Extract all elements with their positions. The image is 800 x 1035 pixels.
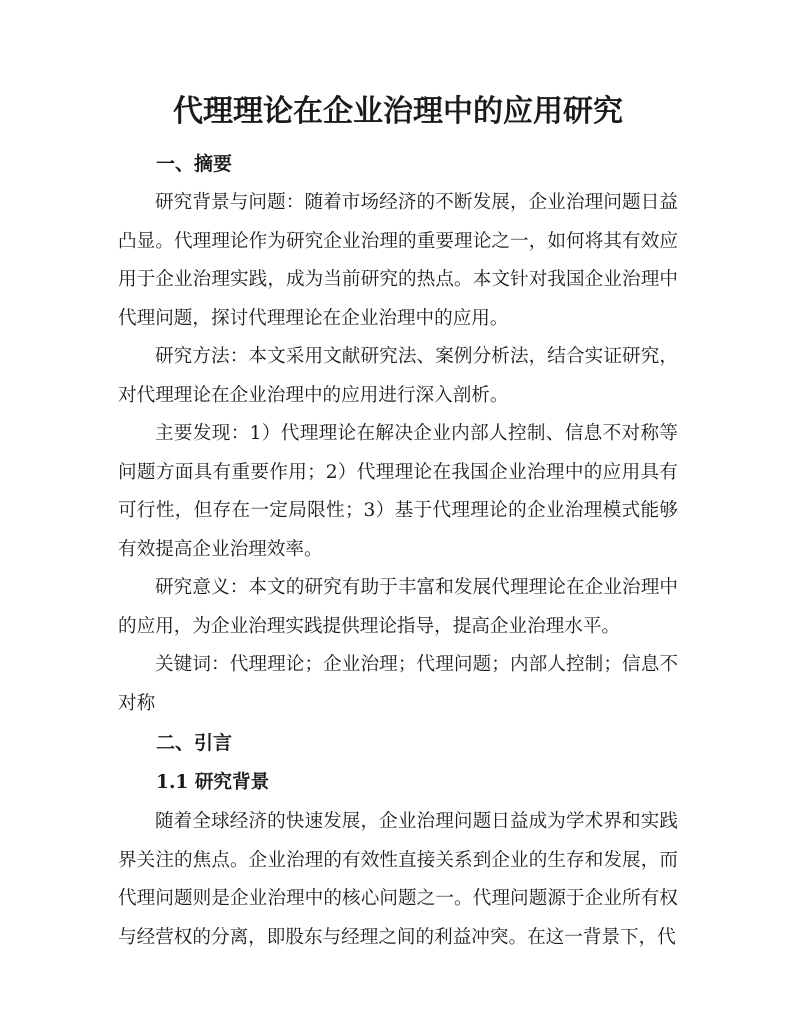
abstract-paragraph-method: 研究方法：本文采用文献研究法、案例分析法，结合实证研究，对代理理论在企业治理中的应用进行深入剖析。 (118, 346, 678, 406)
subsection-heading-background: 1.1 研究背景 (156, 772, 270, 793)
abstract-paragraph-background: 研究背景与问题：随着市场经济的不断发展，企业治理问题日益凸显。代理理论作为研究企业治理的重要理论之一，如何将其有效应用于企业治理实践，成为当前研究的热点。本文针对我国企业治理中代理问题，探讨代理理论在企业治理中的应用。 (118, 192, 678, 329)
introduction-paragraph: 随着全球经济的快速发展，企业治理问题日益成为学术界和实践界关注的焦点。企业治理的有效性直接关系到企业的生存和发展，而代理问题则是企业治理中的核心问题之一。代理问题源于企业所有权与经营权的分离，即股东与经理之间的利益冲突。在这一背景下，代 (118, 811, 678, 948)
document-title: 代理理论在企业治理中的应用研究 (173, 94, 623, 129)
abstract-keywords: 关键词：代理理论；企业治理；代理问题；内部人控制；信息不对称 (118, 654, 678, 714)
section-heading-abstract: 一、摘要 (156, 153, 233, 175)
section-heading-introduction: 二、引言 (156, 732, 233, 754)
abstract-paragraph-findings: 主要发现：1）代理理论在解决企业内部人控制、信息不对称等问题方面具有重要作用；2）代理理论在我国企业治理中的应用具有可行性，但存在一定局限性；3）基于代理理论的企业治理模式能够有效提高企业治理效率。 (118, 423, 678, 560)
abstract-paragraph-significance: 研究意义：本文的研究有助于丰富和发展代理理论在企业治理中的应用，为企业治理实践提供理论指导，提高企业治理水平。 (118, 577, 678, 637)
